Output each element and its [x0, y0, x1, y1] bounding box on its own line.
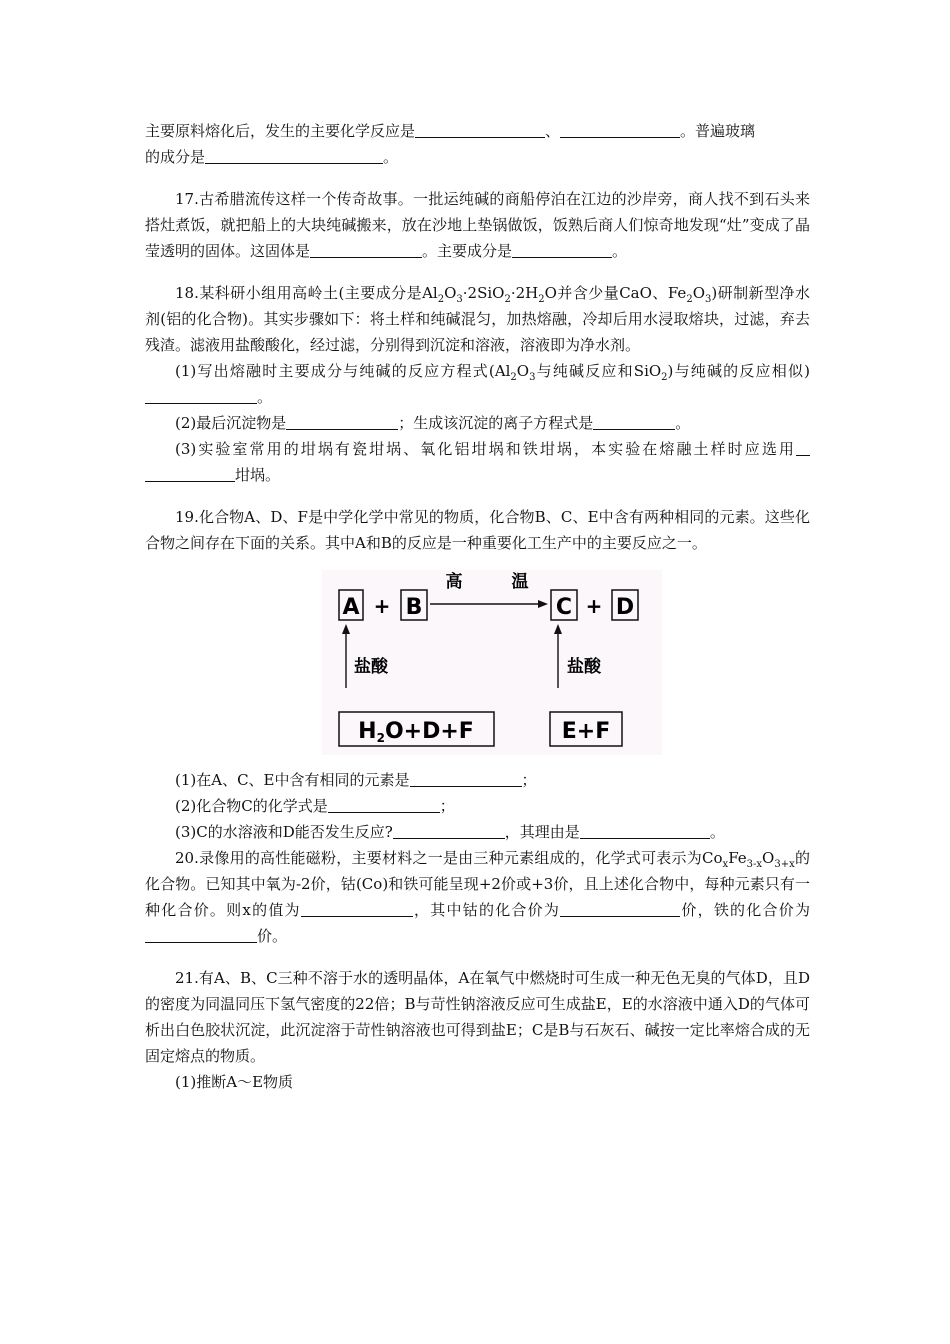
answer-blank[interactable] [410, 770, 522, 787]
reaction-diagram [322, 570, 662, 755]
q16-continuation: 主要原料熔化后，发生的主要化学反应是 、 。普遍玻璃 的成分是 。 [145, 122, 756, 166]
question-21-part-1: (1)推断A～E物质 [175, 1073, 294, 1091]
answer-blank[interactable] [145, 926, 257, 943]
condition-high: 高 [445, 572, 463, 592]
plus-sign: + [373, 594, 391, 618]
answer-blank[interactable] [393, 822, 505, 839]
answer-blank[interactable] [560, 900, 620, 917]
answer-blank[interactable] [310, 241, 422, 258]
answer-blank[interactable] [560, 121, 680, 138]
question-21: 21.有A、B、C三种不溶于水的透明晶体，A在氧气中燃烧时可生成一种无色无臭的气体D，且D的密度为同温同压下氢气密度的22倍；B与苛性钠溶液反应可生成盐E，E的水溶液中通入D的气体可析出白色胶状沉淀，此沉淀溶于苛性钠溶液也可得到盐E；C是B与石灰石、碱按一定比率熔合成的无固定熔点的物质。 [145, 969, 810, 1065]
label-d: D [615, 595, 635, 620]
label-a: A [342, 595, 360, 620]
answer-blank[interactable] [593, 413, 675, 430]
label-e-f: E+F [561, 719, 611, 744]
question-19: 19.化合物A、D、F是中学化学中常见的物质，化合物B、C、E中含有两种相同的元素。这些化合物之间存在下面的关系。其中A和B的反应是一种重要化工生产中的主要反应之一。 [145, 508, 810, 552]
question-19-part-2: (2)化合物C的化学式是 ； [175, 797, 455, 815]
label-h2o-d-f: H2O+D+F [358, 719, 474, 745]
label-b: B [405, 595, 423, 620]
question-18-part-3: (3)实验室常用的坩埚有瓷坩埚、氧化铝坩埚和铁坩埚，本实验在熔融土样时应选用坩埚。 [145, 436, 810, 488]
question-18: 18.某科研小组用高岭土(主要成分是$Al_2O_3\cdot 2SiO_2\cdot 2H_2O$并含少量CaO、$Fe_2O_3$)研制新型净水剂(铝的化合物)。其实步骤如下：将土样和纯碱混匀，加热熔融，冷却后用水浸取熔块，过滤，弃去残渣。滤液用盐酸酸化，经过滤，分别得到沉淀和溶液，溶液即为净水剂。 [145, 284, 810, 354]
question-18-part-2: (2)最后沉淀物是 ；生成该沉淀的离子方程式是 。 [175, 414, 691, 432]
answer-blank[interactable] [145, 465, 235, 482]
answer-blank[interactable] [286, 413, 398, 430]
plus-sign: + [585, 594, 603, 618]
acid-label-left: 盐酸 [354, 657, 388, 677]
answer-blank[interactable] [301, 900, 413, 917]
answer-blank[interactable] [145, 387, 257, 404]
document-page [145, 118, 810, 1095]
answer-blank[interactable] [620, 900, 680, 917]
condition-temp: 温 [511, 572, 529, 592]
answer-blank[interactable] [796, 439, 810, 456]
answer-blank[interactable] [415, 121, 545, 138]
label-c: C [555, 595, 573, 620]
reaction-diagram-svg [322, 570, 662, 755]
question-18-part-1: (1)写出熔融时主要成分与纯碱的反应方程式($Al_2O_3$与纯碱反应和SiO$_2$)与纯碱的反应相似)。 [145, 358, 810, 410]
answer-blank[interactable] [512, 241, 612, 258]
acid-label-right: 盐酸 [567, 657, 601, 677]
question-19-part-1: (1)在A、C、E中含有相同的元素是 ； [175, 771, 537, 789]
answer-blank[interactable] [205, 147, 383, 164]
question-17: 17.古希腊流传这样一个传奇故事。一批运纯碱的商船停泊在江边的沙岸旁，商人找不到石头来搭灶煮饭，就把船上的大块纯碱搬来，放在沙地上垫锅做饭，饭熟后商人们惊奇地发现“灶”变成了晶莹透明的固体。这固体是 。主要成分是 。 [145, 190, 810, 260]
question-19-part-3: (3)C的水溶液和D能否发生反应? ，其理由是 。 [175, 823, 725, 841]
answer-blank[interactable] [580, 822, 710, 839]
question-20: 20.录像用的高性能磁粉，主要材料之一是由三种元素组成的，化学式可表示为$Co_xFe_{3-x}O_{3+x}$的化合物。已知其中氧为-2价，钴(Co)和铁可能呈现+2价或+3价，且上述化合物中，每种元素只有一种化合价。则x的值为 ，其中钴的化合价为 价，铁的化合价为价。 [145, 849, 810, 945]
answer-blank[interactable] [328, 796, 440, 813]
